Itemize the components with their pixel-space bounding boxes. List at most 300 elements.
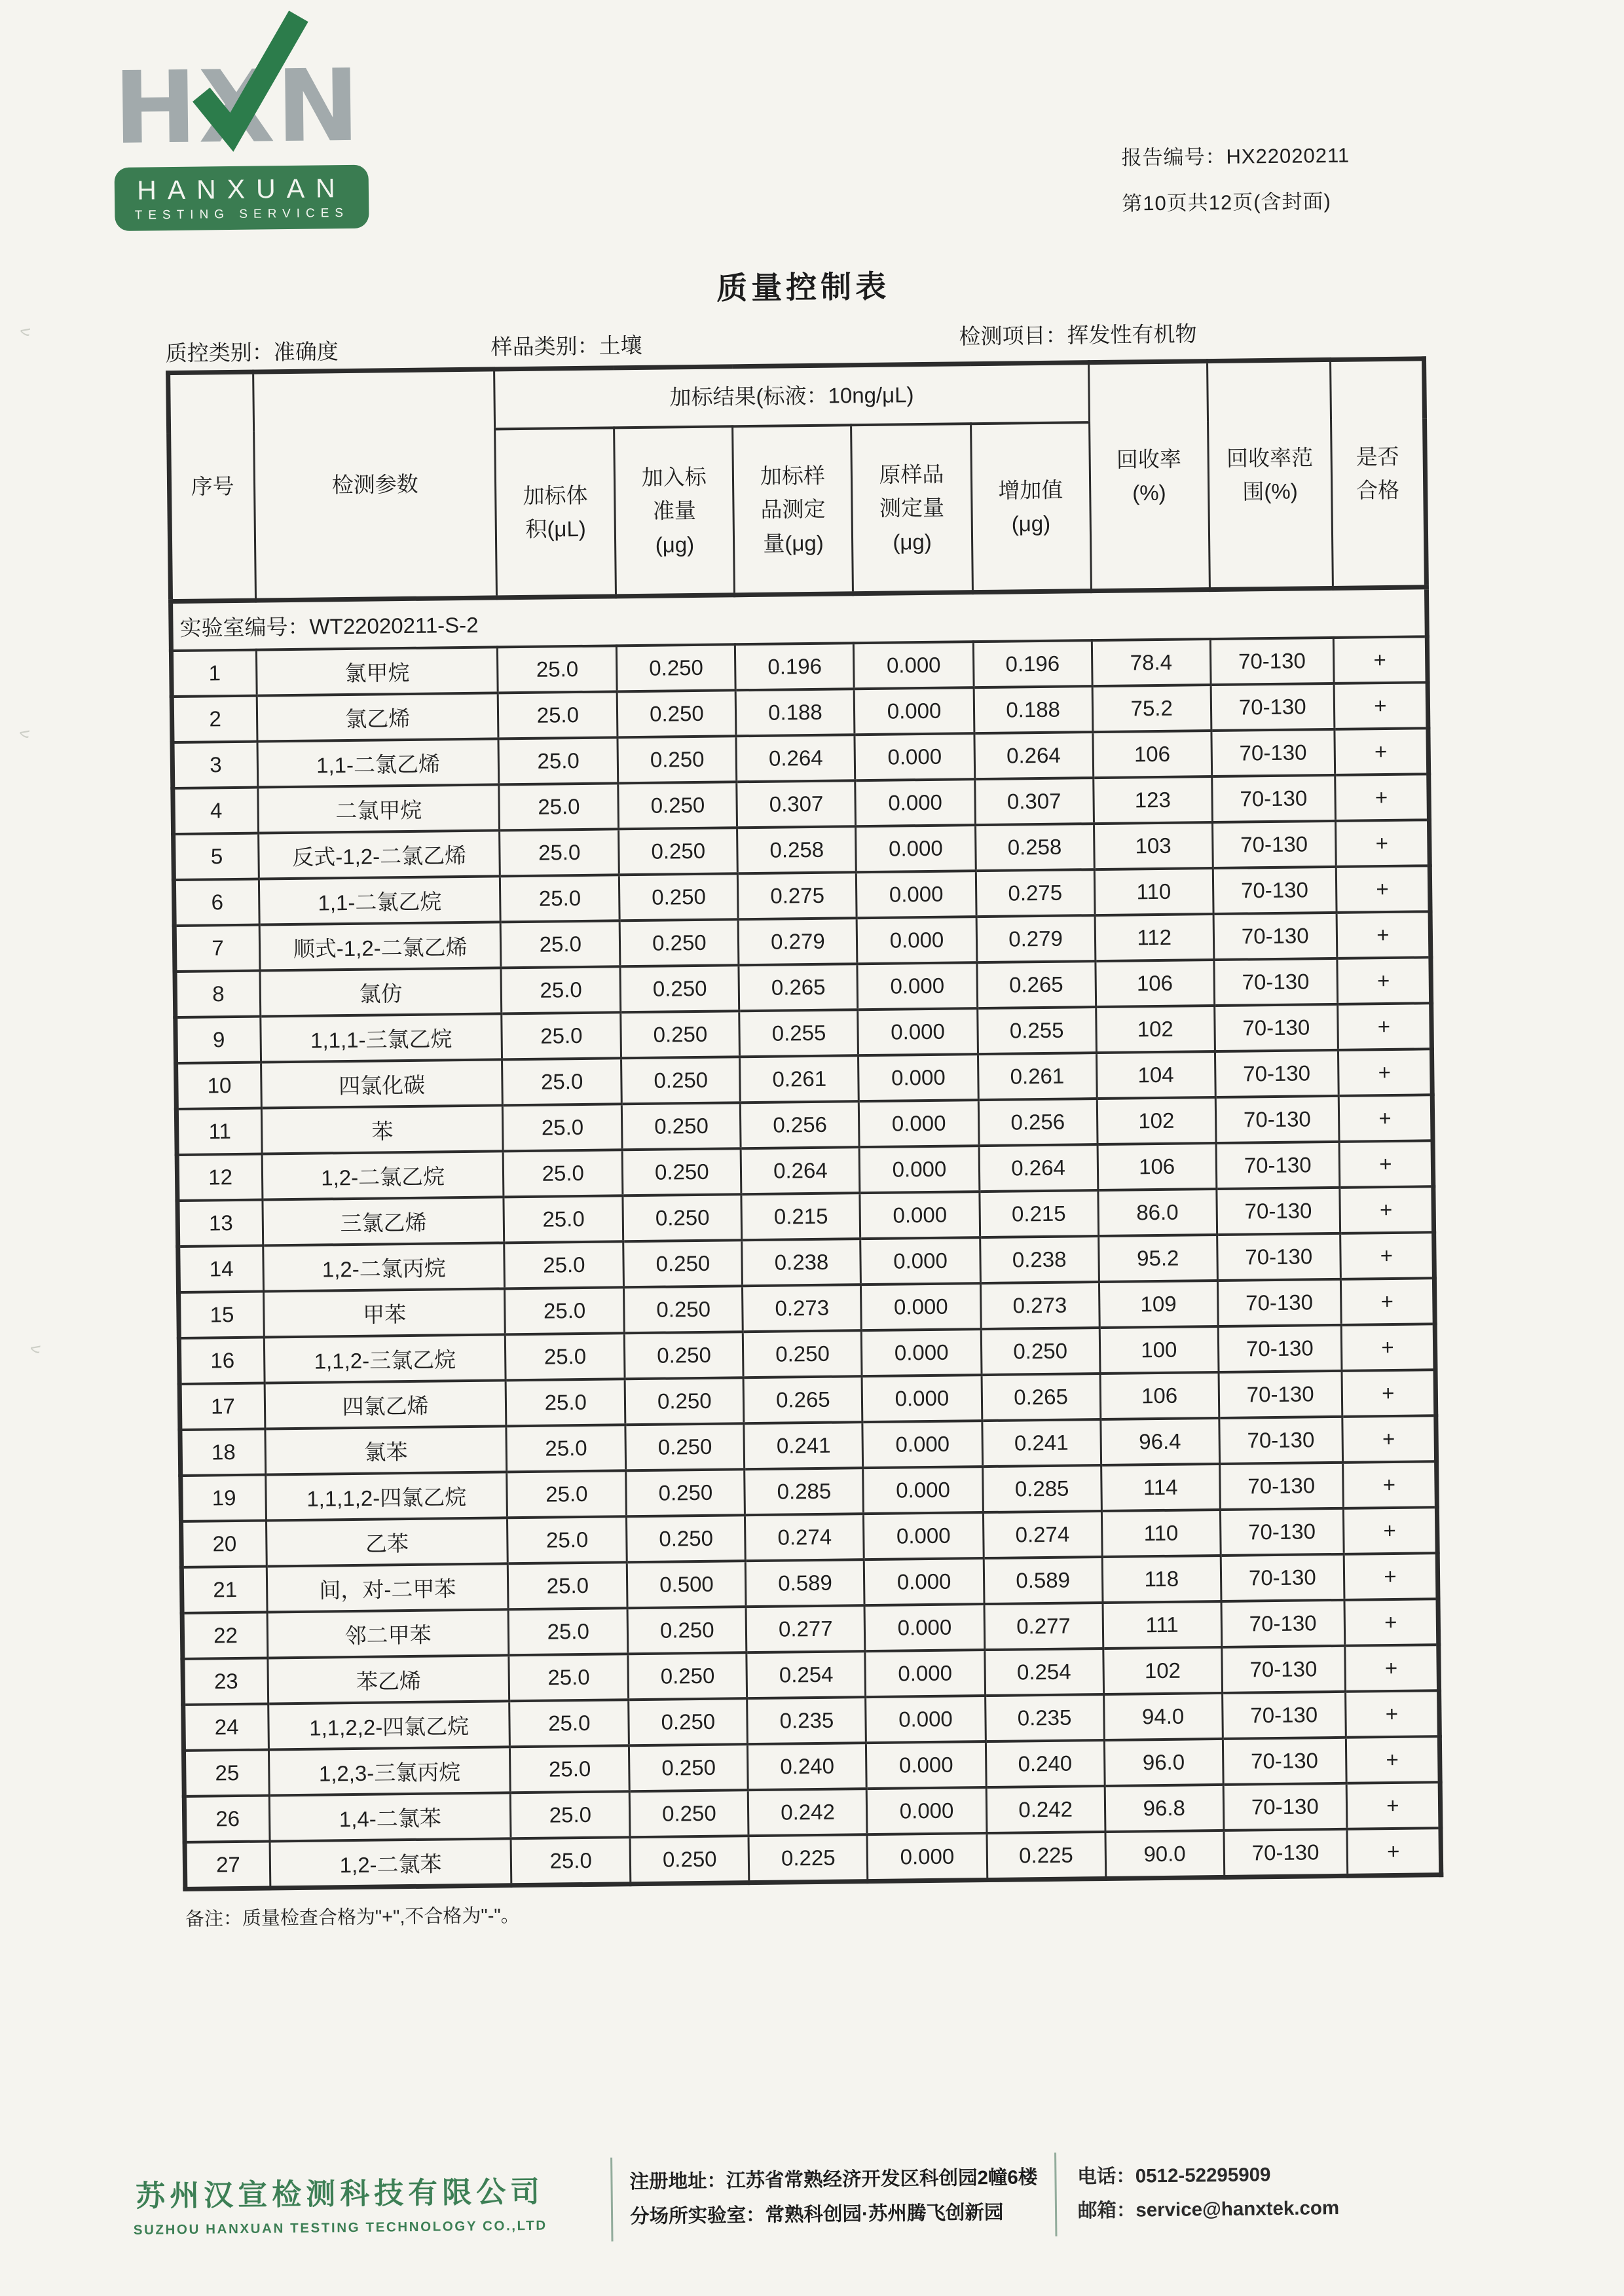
cell-pass: + [1342, 1370, 1436, 1417]
cell-recovery: 78.4 [1092, 639, 1211, 686]
cell-seq: 19 [181, 1475, 267, 1522]
cell-seq: 13 [177, 1200, 263, 1247]
cell-pass: + [1338, 1095, 1433, 1142]
cell-seq: 18 [180, 1429, 266, 1476]
cell-spiked-sample-measured: 0.258 [737, 826, 857, 873]
cell-added-standard: 0.250 [619, 873, 739, 920]
cell-spiked-sample-measured: 0.307 [737, 780, 856, 828]
cell-spiked-sample-measured: 0.275 [738, 872, 857, 919]
logo-letters: HXN [113, 47, 362, 166]
cell-spiked-sample-measured: 0.265 [743, 1376, 862, 1423]
cell-spike-volume: 25.0 [507, 1516, 627, 1563]
cell-spike-volume: 25.0 [503, 1150, 623, 1197]
cell-added-standard: 0.250 [630, 1836, 749, 1884]
cell-seq: 12 [177, 1154, 263, 1201]
cell-recovery: 102 [1097, 1097, 1216, 1144]
cell-spiked-sample-measured: 0.225 [748, 1834, 868, 1883]
cell-added-standard: 0.500 [627, 1561, 747, 1608]
cell-spike-volume: 25.0 [502, 1012, 621, 1059]
branch-lab-address: 分场所实验室：常熟科创园·苏州腾飞创新园 [629, 2201, 1004, 2228]
cell-pass: + [1344, 1553, 1438, 1600]
cell-recovery: 106 [1096, 960, 1215, 1007]
cell-recovery-range: 70-130 [1222, 1692, 1346, 1739]
cell-spiked-sample-measured: 0.274 [745, 1514, 864, 1561]
cell-spike-volume: 25.0 [510, 1791, 630, 1838]
cell-recovery: 100 [1099, 1326, 1219, 1374]
cell-recovery: 114 [1101, 1464, 1220, 1511]
cell-param: 1,2-二氯丙烷 [263, 1243, 505, 1291]
cell-spiked-sample-measured: 0.264 [741, 1147, 860, 1194]
cell-spike-volume: 25.0 [505, 1287, 625, 1334]
cell-recovery: 106 [1093, 731, 1212, 778]
cell-original-sample-measured: 0.000 [857, 962, 977, 1010]
cell-added-standard: 0.250 [625, 1377, 744, 1425]
meta-qc-type: 质控类别：准确度 [165, 339, 339, 366]
pencil-mark: ν [15, 728, 37, 740]
cell-spike-volume: 25.0 [498, 646, 618, 693]
cell-spike-volume: 25.0 [510, 1745, 630, 1793]
cell-pass: + [1346, 1736, 1440, 1783]
cell-increase: 0.256 [978, 1099, 1098, 1146]
cell-seq: 1 [171, 650, 257, 697]
cell-recovery-range: 70-130 [1221, 1600, 1345, 1647]
cell-recovery: 123 [1093, 776, 1212, 824]
cell-spike-volume: 25.0 [506, 1425, 626, 1472]
cell-seq: 16 [179, 1338, 265, 1384]
pencil-mark: ν [26, 1343, 47, 1355]
cell-spike-volume: 25.0 [509, 1654, 629, 1701]
cell-recovery-range: 70-130 [1219, 1417, 1343, 1464]
phone-number: 电话：0512-52295909 [1077, 2164, 1271, 2188]
cell-recovery-range: 70-130 [1217, 1188, 1340, 1235]
cell-param: 氯乙烯 [257, 693, 498, 741]
cell-increase: 0.261 [978, 1053, 1097, 1100]
cell-recovery-range: 70-130 [1222, 1646, 1346, 1693]
cell-recovery: 96.0 [1104, 1739, 1223, 1786]
cell-recovery: 118 [1102, 1556, 1221, 1603]
cell-increase: 0.215 [979, 1190, 1098, 1237]
cell-original-sample-measured: 0.000 [855, 733, 974, 780]
cell-added-standard: 0.250 [627, 1515, 746, 1562]
cell-param: 反式-1,2-二氯乙烯 [259, 830, 500, 879]
footer-contact-block [1077, 2157, 1339, 2228]
cell-pass: + [1335, 774, 1430, 821]
cell-original-sample-measured: 0.000 [864, 1512, 984, 1559]
cell-recovery-range: 70-130 [1217, 1279, 1341, 1326]
col-header-increase: 增加值 (μg) [970, 422, 1091, 592]
cell-spiked-sample-measured: 0.285 [745, 1468, 864, 1515]
cell-spike-volume: 25.0 [500, 829, 619, 876]
cell-pass: + [1340, 1232, 1434, 1279]
cell-original-sample-measured: 0.000 [859, 1100, 979, 1147]
cell-param: 1,1-二氯乙烷 [259, 876, 500, 924]
cell-original-sample-measured: 0.000 [858, 1054, 978, 1101]
logo-banner [115, 165, 369, 231]
cell-pass: + [1335, 820, 1430, 867]
cell-added-standard: 0.250 [617, 690, 736, 737]
cell-recovery: 110 [1101, 1510, 1221, 1557]
cell-recovery: 103 [1094, 822, 1213, 869]
cell-seq: 20 [181, 1521, 267, 1567]
cell-original-sample-measured: 0.000 [867, 1787, 987, 1834]
cell-spike-volume: 25.0 [500, 920, 620, 968]
cell-increase: 0.307 [974, 778, 1094, 825]
cell-increase: 0.265 [982, 1374, 1101, 1421]
cell-spiked-sample-measured: 0.250 [743, 1330, 862, 1377]
col-header-param: 检测参数 [253, 369, 497, 600]
cell-seq: 15 [179, 1292, 265, 1338]
cell-recovery-range: 70-130 [1211, 729, 1335, 776]
cell-pass: + [1337, 911, 1431, 958]
cell-recovery-range: 70-130 [1219, 1371, 1342, 1418]
cell-seq: 21 [181, 1566, 267, 1613]
cell-param: 1,1,2-三氯乙烷 [264, 1334, 506, 1383]
cell-spiked-sample-measured: 0.273 [743, 1285, 862, 1332]
cell-param: 氯甲烷 [256, 647, 498, 695]
footer-company-block [86, 2166, 594, 2238]
cell-spike-volume: 25.0 [500, 875, 620, 922]
cell-increase: 0.241 [982, 1419, 1101, 1467]
cell-original-sample-measured: 0.000 [860, 1146, 980, 1193]
cell-recovery-range: 70-130 [1214, 1004, 1338, 1051]
cell-spike-volume: 25.0 [504, 1195, 623, 1243]
cell-spike-volume: 25.0 [501, 966, 621, 1013]
cell-seq: 2 [172, 696, 257, 742]
cell-param: 顺式-1,2-二氯乙烯 [259, 922, 501, 970]
col-header-spike-volume: 加标体 积(μL) [495, 428, 616, 598]
cell-original-sample-measured: 0.000 [862, 1421, 982, 1468]
cell-param: 1,1,1,2-四氯乙烷 [266, 1472, 507, 1520]
cell-pass: + [1343, 1507, 1437, 1554]
cell-added-standard: 0.250 [628, 1652, 747, 1700]
cell-seq: 22 [182, 1612, 268, 1658]
cell-added-standard: 0.250 [618, 736, 737, 783]
cell-increase: 0.255 [977, 1007, 1096, 1054]
col-header-seq: 序号 [168, 372, 256, 601]
cell-increase: 0.589 [984, 1557, 1103, 1604]
cell-spiked-sample-measured: 0.589 [746, 1559, 865, 1607]
col-header-spiked-sample-measured: 加标样 品测定 量(μg) [733, 425, 853, 595]
cell-added-standard: 0.250 [627, 1607, 747, 1654]
cell-increase: 0.277 [984, 1603, 1103, 1650]
cell-original-sample-measured: 0.000 [860, 1237, 980, 1285]
cell-pass: + [1346, 1782, 1441, 1829]
cell-added-standard: 0.250 [619, 919, 739, 966]
cell-seq: 3 [172, 742, 258, 788]
cell-original-sample-measured: 0.000 [855, 687, 974, 735]
logo-checkmark-icon [189, 10, 315, 162]
cell-original-sample-measured: 0.000 [857, 917, 977, 964]
cell-added-standard: 0.250 [625, 1332, 744, 1379]
cell-spike-volume: 25.0 [499, 783, 619, 830]
cell-pass: + [1342, 1461, 1437, 1508]
cell-added-standard: 0.250 [617, 644, 736, 691]
company-name-en: SUZHOU HANXUAN TESTING TECHNOLOGY CO.,LTD [133, 2217, 547, 2238]
cell-param: 氯仿 [260, 968, 502, 1016]
cell-added-standard: 0.250 [619, 828, 738, 875]
cell-seq: 27 [185, 1841, 270, 1889]
cell-param: 苯 [261, 1105, 503, 1154]
meta-test-item: 检测项目：挥发性有机物 [959, 321, 1197, 349]
cell-seq: 8 [175, 971, 261, 1017]
cell-added-standard: 0.250 [623, 1194, 742, 1241]
col-header-recovery: 回收率 (%) [1088, 361, 1209, 591]
cell-seq: 10 [176, 1063, 262, 1109]
cell-recovery-range: 70-130 [1215, 1096, 1339, 1143]
cell-recovery-range: 70-130 [1211, 775, 1335, 822]
cell-original-sample-measured: 0.000 [856, 825, 976, 872]
registered-address: 注册地址：江苏省常熟经济开发区科创园2幢6楼 [629, 2166, 1038, 2193]
cell-recovery: 106 [1098, 1143, 1217, 1190]
cell-spike-volume: 25.0 [504, 1241, 624, 1288]
cell-original-sample-measured: 0.000 [862, 1329, 982, 1376]
cell-recovery: 102 [1096, 1006, 1215, 1053]
cell-param: 1,2-二氯苯 [270, 1838, 511, 1888]
col-header-pass: 是否 合格 [1330, 359, 1426, 589]
cell-spike-volume: 25.0 [509, 1700, 629, 1747]
cell-spiked-sample-measured: 0.238 [742, 1239, 861, 1286]
cell-recovery: 95.2 [1098, 1235, 1217, 1282]
cell-increase: 0.254 [984, 1649, 1103, 1696]
cell-spike-volume: 25.0 [508, 1608, 628, 1655]
cell-added-standard: 0.250 [630, 1790, 749, 1837]
cell-pass: + [1345, 1690, 1439, 1738]
cell-increase: 0.235 [985, 1694, 1104, 1741]
cell-added-standard: 0.250 [622, 1148, 741, 1195]
cell-seq: 26 [184, 1795, 270, 1842]
cell-recovery: 102 [1103, 1647, 1222, 1694]
cell-spiked-sample-measured: 0.240 [748, 1743, 867, 1790]
cell-recovery: 110 [1094, 868, 1213, 915]
cell-added-standard: 0.250 [626, 1469, 745, 1516]
remark-note: 备注：质量检查合格为"+",不合格为"-"。 [185, 1905, 520, 1930]
cell-original-sample-measured: 0.000 [863, 1467, 983, 1514]
cell-recovery: 90.0 [1105, 1831, 1225, 1879]
cell-original-sample-measured: 0.000 [867, 1833, 987, 1882]
meta-row [165, 319, 1426, 364]
cell-param: 乙苯 [267, 1518, 508, 1566]
cell-param: 1,1-二氯乙烯 [257, 738, 499, 787]
cell-seq: 5 [174, 833, 259, 880]
cell-spiked-sample-measured: 0.264 [736, 735, 855, 782]
page-footer [86, 2147, 1593, 2248]
qc-table [166, 356, 1443, 1891]
lab-number: 实验室编号：WT22020211-S-2 [171, 587, 1428, 651]
cell-recovery-range: 70-130 [1215, 1050, 1338, 1097]
meta-sample-type: 样品类别：土壤 [490, 333, 642, 359]
cell-pass: + [1338, 1049, 1432, 1096]
cell-increase: 0.264 [974, 732, 1093, 779]
col-header-spike-span: 加标结果(标液：10ng/μL) [494, 363, 1089, 429]
cell-increase: 0.275 [976, 869, 1095, 917]
cell-recovery-range: 70-130 [1217, 1233, 1340, 1281]
cell-param: 间，对-二甲苯 [267, 1563, 508, 1612]
cell-increase: 0.264 [979, 1144, 1098, 1192]
cell-recovery: 75.2 [1092, 685, 1211, 732]
cell-param: 氯苯 [265, 1426, 507, 1474]
cell-recovery-range: 70-130 [1223, 1783, 1347, 1831]
cell-increase: 0.242 [986, 1786, 1105, 1833]
cell-recovery: 96.4 [1100, 1418, 1219, 1465]
cell-added-standard: 0.250 [625, 1423, 745, 1470]
logo-banner-tagline: TESTING SERVICES [134, 206, 350, 223]
cell-recovery-range: 70-130 [1224, 1829, 1348, 1878]
pencil-mark: ν [16, 326, 37, 338]
cell-recovery-range: 70-130 [1219, 1463, 1343, 1510]
col-header-original-sample-measured: 原样品 测定量 (μg) [851, 424, 972, 594]
cell-original-sample-measured: 0.000 [857, 871, 976, 918]
cell-increase: 0.265 [976, 961, 1096, 1008]
cell-seq: 7 [174, 925, 260, 972]
cell-added-standard: 0.250 [624, 1286, 743, 1333]
report-number: 报告编号：HX22020211 [1121, 143, 1350, 170]
cell-increase: 0.225 [987, 1832, 1106, 1880]
page-title: 质量控制表 [716, 268, 891, 306]
cell-added-standard: 0.250 [621, 1057, 741, 1104]
cell-pass: + [1341, 1324, 1435, 1371]
cell-original-sample-measured: 0.000 [865, 1650, 985, 1697]
cell-increase: 0.196 [973, 640, 1092, 687]
cell-added-standard: 0.250 [623, 1240, 743, 1287]
cell-recovery-range: 70-130 [1218, 1325, 1342, 1372]
page-number: 第10页共12页(含封面) [1122, 189, 1332, 215]
cell-spiked-sample-measured: 0.196 [735, 643, 855, 690]
col-header-added-standard: 加入标 准量 (μg) [614, 426, 735, 596]
cell-spiked-sample-measured: 0.256 [741, 1101, 860, 1148]
cell-seq: 9 [175, 1017, 261, 1063]
cell-pass: + [1342, 1415, 1437, 1463]
cell-increase: 0.274 [983, 1511, 1102, 1558]
cell-added-standard: 0.250 [618, 782, 737, 829]
cell-increase: 0.240 [986, 1740, 1105, 1787]
cell-param: 四氯乙烯 [265, 1380, 506, 1429]
cell-recovery-range: 70-130 [1214, 958, 1338, 1006]
cell-original-sample-measured: 0.000 [866, 1696, 986, 1743]
cell-seq: 23 [183, 1658, 268, 1704]
cell-spike-volume: 25.0 [498, 737, 618, 784]
cell-spiked-sample-measured: 0.188 [736, 689, 855, 736]
logo-banner-name: HANXUAN [136, 172, 346, 206]
company-name-cn: 苏州汉宣检测科技有限公司 [135, 2174, 545, 2213]
cell-recovery-range: 70-130 [1216, 1142, 1340, 1189]
cell-original-sample-measured: 0.000 [864, 1604, 984, 1651]
cell-pass: + [1336, 866, 1430, 913]
cell-spiked-sample-measured: 0.235 [747, 1697, 866, 1744]
cell-pass: + [1333, 636, 1428, 683]
cell-increase: 0.273 [980, 1282, 1099, 1329]
cell-original-sample-measured: 0.000 [864, 1558, 984, 1605]
footer-address-block [629, 2160, 1038, 2234]
cell-original-sample-measured: 0.000 [860, 1192, 980, 1239]
cell-increase: 0.258 [975, 824, 1094, 871]
cell-increase: 0.250 [981, 1328, 1100, 1375]
cell-recovery-range: 70-130 [1221, 1554, 1344, 1601]
cell-pass: + [1334, 682, 1428, 729]
cell-added-standard: 0.250 [629, 1744, 748, 1791]
cell-param: 二氯甲烷 [258, 784, 500, 833]
footer-divider [610, 2158, 613, 2242]
cell-recovery-range: 70-130 [1213, 867, 1337, 914]
cell-spike-volume: 25.0 [511, 1837, 631, 1886]
cell-param: 1,4-二氯苯 [269, 1793, 511, 1841]
cell-increase: 0.238 [980, 1236, 1099, 1283]
cell-spiked-sample-measured: 0.261 [740, 1055, 859, 1102]
footer-divider [1054, 2153, 1057, 2236]
cell-original-sample-measured: 0.000 [866, 1741, 986, 1789]
cell-param: 1,1,1-三氯乙烷 [261, 1013, 502, 1062]
col-header-recovery-range: 回收率范 围(%) [1207, 359, 1333, 589]
cell-spike-volume: 25.0 [507, 1562, 627, 1609]
cell-spiked-sample-measured: 0.265 [739, 964, 858, 1011]
cell-original-sample-measured: 0.000 [862, 1375, 982, 1422]
cell-recovery-range: 70-130 [1212, 821, 1336, 868]
cell-spiked-sample-measured: 0.255 [739, 1010, 858, 1057]
cell-pass: + [1340, 1278, 1435, 1325]
cell-param: 四氯化碳 [261, 1059, 503, 1108]
cell-spike-volume: 25.0 [506, 1333, 625, 1380]
cell-increase: 0.188 [974, 686, 1093, 733]
cell-recovery-range: 70-130 [1210, 638, 1334, 685]
cell-original-sample-measured: 0.000 [854, 642, 974, 689]
cell-original-sample-measured: 0.000 [855, 779, 975, 826]
cell-recovery: 112 [1095, 914, 1214, 961]
cell-seq: 6 [174, 879, 259, 926]
cell-spike-volume: 25.0 [506, 1379, 625, 1426]
cell-pass: + [1337, 1003, 1431, 1050]
cell-spike-volume: 25.0 [498, 691, 618, 738]
cell-pass: + [1345, 1645, 1439, 1692]
cell-recovery-range: 70-130 [1223, 1738, 1346, 1785]
cell-spike-volume: 25.0 [502, 1058, 622, 1105]
cell-param: 1,1,2,2-四氯乙烷 [268, 1701, 510, 1749]
cell-recovery: 96.8 [1105, 1785, 1224, 1832]
cell-pass: + [1340, 1186, 1434, 1233]
cell-seq: 24 [183, 1704, 269, 1750]
cell-spiked-sample-measured: 0.215 [741, 1193, 860, 1240]
cell-seq: 4 [173, 788, 259, 834]
cell-pass: + [1339, 1140, 1433, 1188]
cell-recovery-range: 70-130 [1213, 913, 1337, 960]
cell-param: 1,2,3-三氯丙烷 [269, 1747, 511, 1795]
cell-recovery: 104 [1096, 1051, 1215, 1099]
cell-spiked-sample-measured: 0.254 [747, 1651, 866, 1698]
cell-param: 邻二甲苯 [267, 1609, 509, 1658]
cell-pass: + [1335, 728, 1429, 775]
report-number-block [1121, 133, 1350, 227]
cell-recovery-range: 70-130 [1211, 683, 1335, 731]
cell-recovery: 111 [1103, 1601, 1222, 1649]
company-logo [113, 47, 377, 231]
cell-spiked-sample-measured: 0.279 [739, 918, 858, 965]
cell-added-standard: 0.250 [622, 1102, 741, 1150]
cell-spiked-sample-measured: 0.277 [746, 1605, 865, 1652]
cell-seq: 11 [176, 1108, 262, 1155]
cell-added-standard: 0.250 [621, 1011, 740, 1058]
cell-pass: + [1337, 957, 1431, 1004]
cell-spiked-sample-measured: 0.242 [748, 1789, 868, 1836]
cell-pass: + [1344, 1599, 1439, 1646]
email-address: 邮箱：service@hanxtek.com [1077, 2196, 1340, 2222]
cell-spike-volume: 25.0 [503, 1104, 623, 1151]
cell-increase: 0.285 [982, 1465, 1101, 1512]
cell-param: 1,2-二氯乙烷 [262, 1151, 504, 1199]
cell-param: 苯乙烯 [268, 1655, 509, 1704]
cell-pass: + [1347, 1828, 1441, 1876]
cell-param: 三氯乙烯 [263, 1197, 504, 1245]
cell-seq: 17 [179, 1383, 265, 1430]
cell-recovery: 106 [1100, 1372, 1219, 1419]
cell-recovery-range: 70-130 [1220, 1508, 1344, 1556]
